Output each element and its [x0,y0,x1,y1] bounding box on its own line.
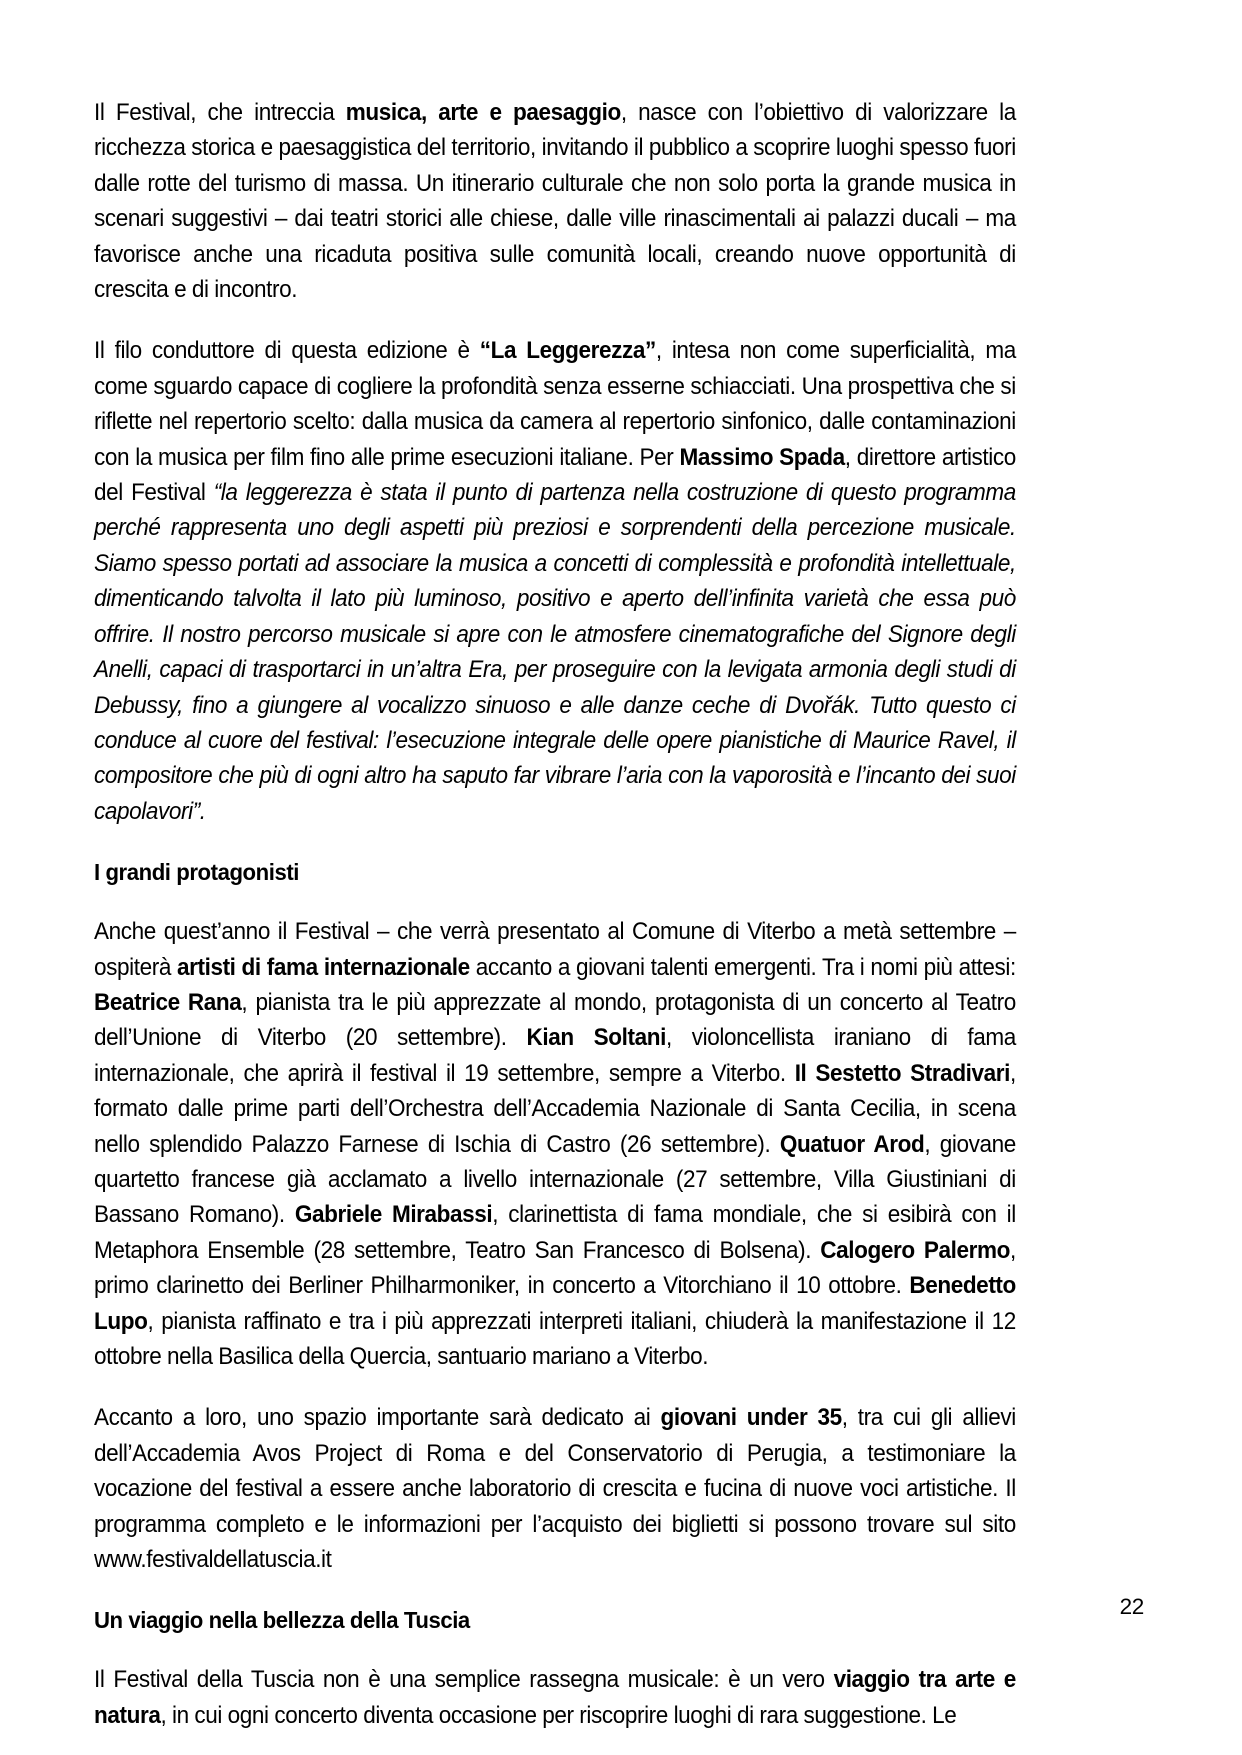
paragraph-intro-text [94,96,1016,308]
text-run-bold: Kian Soltani [526,1025,666,1052]
text-run-normal: , primo clarinetto dei Berliner Philharmoniker, in concerto a Vitorchiano il 10 ottobre. [94,1237,1016,1300]
text-run-bold: giovani under 35 [660,1405,842,1432]
text-run-normal: , nasce con l’obiettivo di valorizzare la ricchezza storica e paesaggistica del territorio, invitando il pubblico a scoprire luoghi spesso fuori dalle rotte del turismo di massa. Un itinerario culturale che non solo porta la grande musica in scenari suggestivi – dai teatri storici alle chiese, dalle ville rinascimentali ai palazzi ducali – ma favorisce anche una ricaduta positiva sulle comunità locali, creando nuove opportunità di crescita e di incontro. [94,100,1016,304]
text-run-italic: “la leggerezza è stata il punto di partenza nella costruzione di questo programma perché rappresenta uno degli aspetti più preziosi e sorprendenti della percezione musicale. Siamo spesso portati ad associare la musica a concetti di complessità e profondità intellettuale, dimenticando talvolta il lato più luminoso, positivo e aperto dell’infinita varietà che essa può offrire. Il nostro percorso musicale si apre con le atmosfere cinematografiche del Signore degli Anelli, capaci di trasportarci in un’altra Era, per proseguire con la levigata armonia degli studi di Debussy, fino a giungere al vocalizzo sinuoso e alle danze ceche di Dvořák. Tutto questo ci conduce al cuore del festival: l’esecuzione integrale delle opere pianistiche di Maurice Ravel, il compositore che più di ogni altro ha saputo far vibrare l’aria con la vaporosità e l’incanto dei suoi capolavori”. [94,480,1016,825]
text-run-normal: , clarinettista di fama mondiale, che si esibirà con il Metaphora Ensemble (28 settembre, Teatro San Francesco di Bolsena). [94,1202,1016,1264]
text-run-normal: Accanto a loro, uno spazio importante sarà dedicato ai [94,1405,661,1432]
heading-un-viaggio-nella-bellezza-della-tuscia-text: Un viaggio nella bellezza della Tuscia [94,1607,470,1634]
paragraph-protagonisti-text [94,915,1016,1375]
heading-un-viaggio-nella-bellezza-della-tuscia [94,1604,1016,1637]
text-run-bold: Il Sestetto Stradivari [794,1060,1011,1087]
paragraph-filo-conduttore-text [94,334,1016,830]
text-run-normal: , violoncellista iraniano di fama internazionale, che aprirà il festival il 19 settembre, sempre a Viterbo. [94,1025,1016,1087]
text-run-bold: Gabriele Mirabassi [294,1202,493,1229]
text-run-normal: accanto a giovani talenti emergenti. Tra i nomi più attesi: [469,954,1016,981]
heading-i-grandi-protagonisti [94,856,1016,889]
paragraph-giovani-under-35 [94,1401,1016,1578]
text-run-bold: Calogero Palermo [820,1237,1011,1264]
text-run-normal: , in cui ogni concerto diventa occasione per riscoprire luoghi di rara suggestione. Le [160,1702,957,1729]
text-run-normal: Il Festival, che intreccia [94,100,346,126]
text-run-bold: musica, arte e paesaggio [345,100,621,126]
text-run-bold: viaggio tra arte e natura [94,1667,1016,1729]
paragraph-viaggio-tra-arte-e-natura [94,1663,1016,1734]
paragraph-intro [94,96,1016,308]
text-run-normal: , intesa non come superficialità, ma come sguardo capace di cogliere la profondità senza esserne schiacciati. Una prospettiva che si riflette nel repertorio scelto: dalla musica da camera al repertorio sinfonico, dalle contaminazioni con la musica per film fino alle prime esecuzioni italiane. Per [94,338,1016,471]
text-run-bold: Massimo Spada [679,444,845,471]
text-run-normal: , formato dalle prime parti dell’Orchestra dell’Accademia Nazionale di Santa Cecilia, in scena nello splendido Palazzo Farnese di Ischia di Castro (26 settembre). [94,1060,1016,1158]
text-run-bold: Beatrice Rana [94,989,242,1016]
text-run-normal: , giovane quartetto francese già acclamato a livello internazionale (27 settembre, Villa Giustiniani di Bassano Romano). [94,1131,1016,1229]
text-run-normal: , pianista raffinato e tra i più apprezzati interpreti italiani, chiuderà la manifestazione il 12 ottobre nella Basilica della Quercia, santuario mariano a Viterbo. [94,1308,1016,1370]
text-run-normal: Il Festival della Tuscia non è una semplice rassegna musicale: è un vero [94,1667,834,1694]
text-run-bold: artisti di fama internazionale [176,954,470,981]
text-run-bold: Benedetto Lupo [94,1273,1016,1335]
paragraph-viaggio-tra-arte-e-natura-text [94,1663,1016,1734]
paragraph-giovani-under-35-text [94,1401,1016,1578]
text-run-normal: Anche quest’anno il Festival – che verrà presentato al Comune di Viterbo a metà settembre – ospiterà [94,919,1016,981]
paragraph-filo-conduttore [94,334,1016,830]
text-run-normal: , direttore artistico del Festival [94,444,1016,507]
paragraph-protagonisti [94,915,1016,1375]
text-run-normal: , pianista tra le più apprezzate al mondo, protagonista di un concerto al Teatro dell’Unione di Viterbo (20 settembre). [94,989,1016,1052]
text-run-normal: Il filo conduttore di questa edizione è [94,338,480,365]
page-number: 22 [1119,1594,1144,1619]
page-content [94,96,1016,1734]
heading-i-grandi-protagonisti-text: I grandi protagonisti [94,859,300,886]
text-run-normal: , tra cui gli allievi dell’Accademia Avos Project di Roma e del Conservatorio di Perugia, a testimoniare la vocazione del festival a essere anche laboratorio di crescita e fucina di nuove voci artistiche. Il programma completo e le informazioni per l’acquisto dei biglietti si possono trovare sul sito www.festivaldellatuscia.it [94,1405,1016,1574]
text-run-bold: “La Leggerezza” [479,338,656,365]
text-run-bold: Quatuor Arod [779,1131,925,1158]
